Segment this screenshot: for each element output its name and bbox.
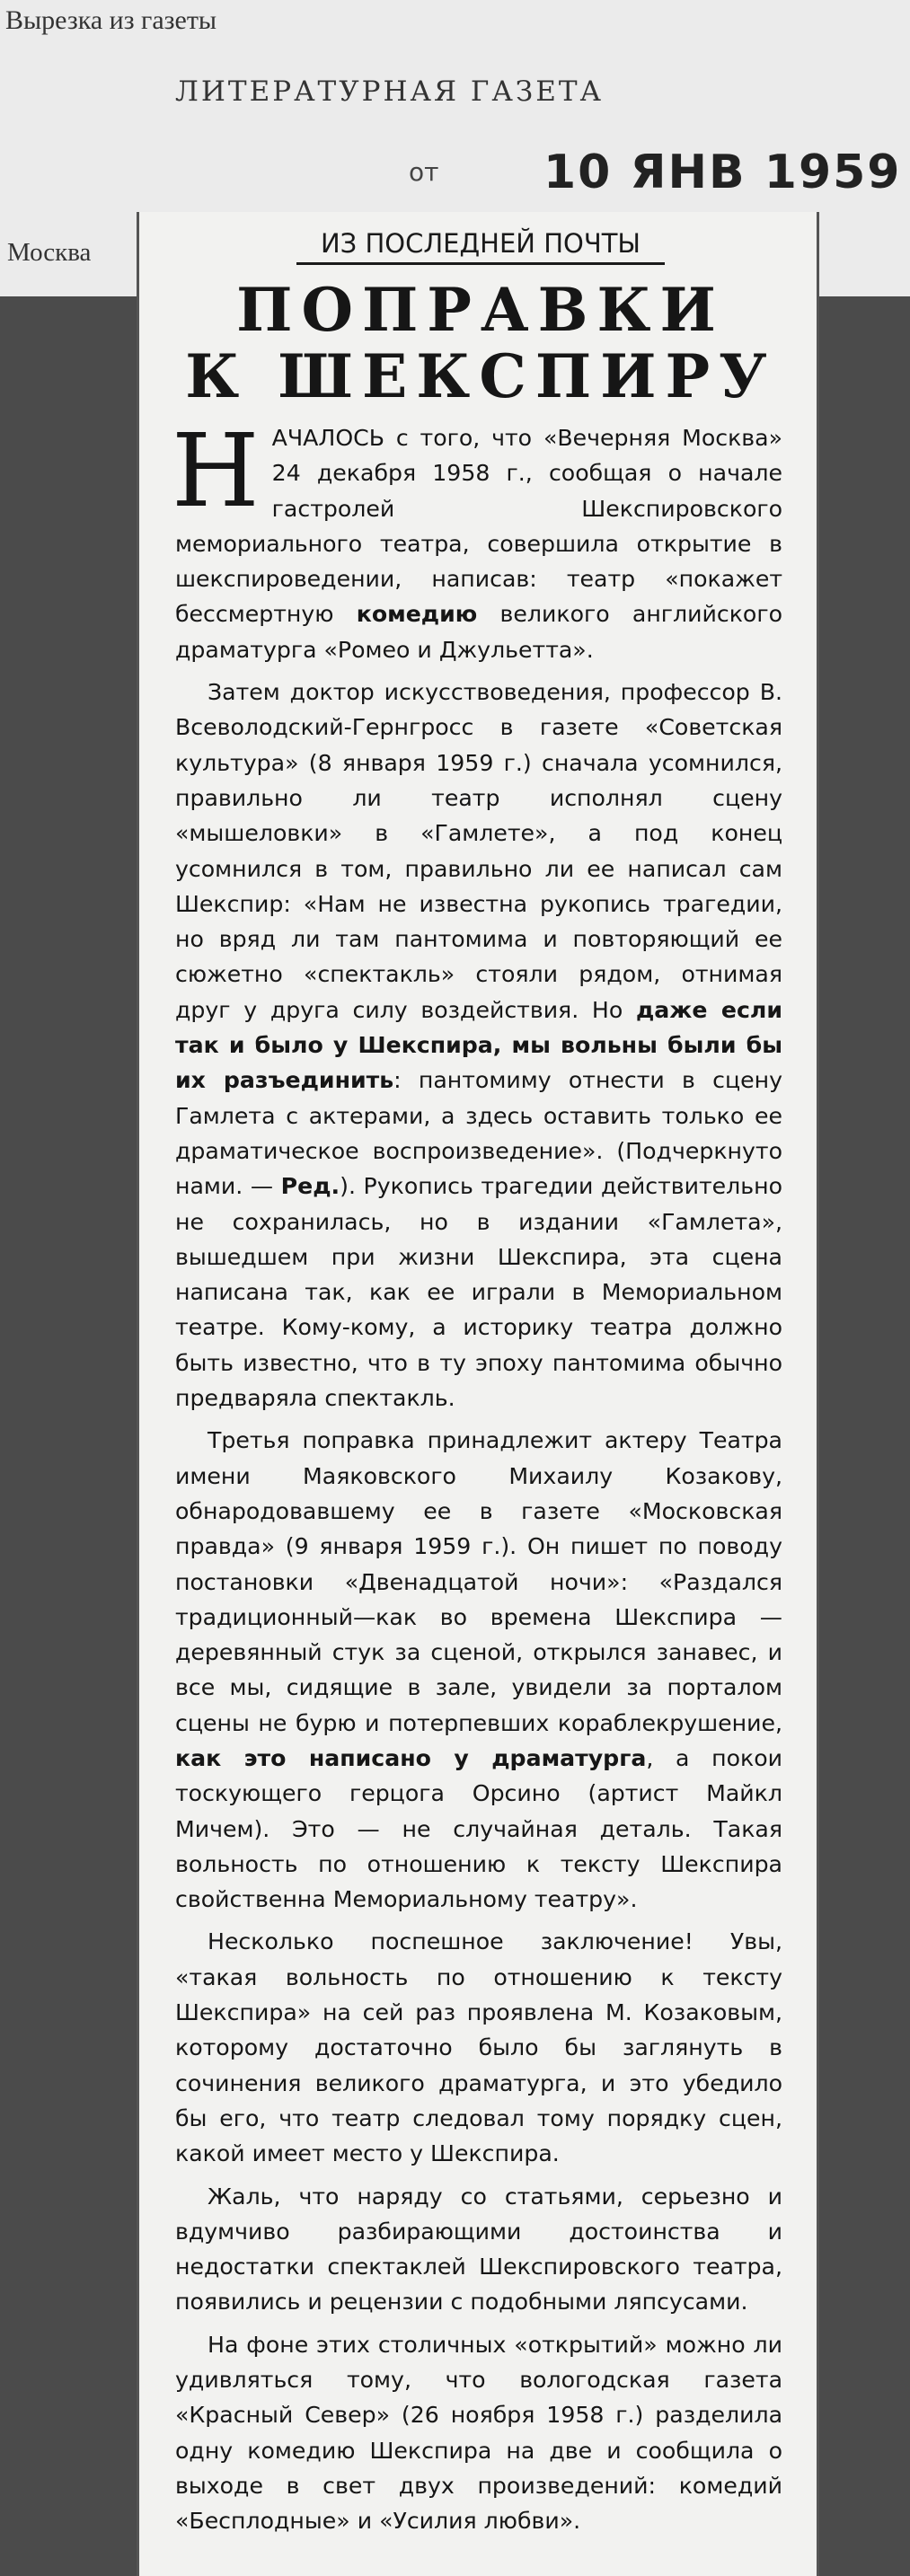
paragraph-4: Несколько поспешное заключение! Увы, «такая вольность по отношению к тексту Шекспира» на сей раз проявлена М. Козаковым, которому достаточно было бы заглянуть в сочинения великого драматурга, и это убедило бы его, что театр следовал тому порядку сцен, какой имеет место у Шекспира. — [175, 1928, 782, 2167]
date-stamp: 10 ЯНВ 1959 — [543, 146, 902, 199]
paragraph-6: На фоне этих столичных «открытий» можно ли удивляться тому, что вологодская газета «Красный Север» (26 ноября 1958 г.) разделила одну комедию Шекспира на две и сообщила о выходе в свет двух произведений: комедий «Бесплодные» и «Усилия любви». — [175, 2331, 782, 2535]
paragraph-3: Третья поправка принадлежит актеру Театра имени Маяковского Михаилу Козакову, обнародовавшему ее в газете «Московская правда» (9 января 1959 г.). Он пишет по поводу постановки «Двенадцатой ночи»: «Раздался традиционный—как во времена Шекспира — деревянный стук за сценой, открылся занавес, и все мы, сидящие в зале, увидели за порталом сцены не бурю и потерпевших кораблекрушение, как это написано у драматурга, а покои тоскующего герцога Орсино (артист Майкл Мичем). Это — не случайная деталь. Такая вольность по отношению к тексту Шекспира свойственна Мемориальному театру». — [175, 1427, 782, 1913]
emphasis: Ред. — [280, 1173, 340, 1200]
emphasis: комедию — [356, 601, 478, 628]
article-title — [166, 277, 795, 410]
date-prefix: от — [409, 157, 439, 187]
city-label: Москва — [7, 238, 92, 267]
article-rubric: ИЗ ПОСЛЕДНЕЙ ПОЧТЫ — [296, 228, 665, 265]
paragraph-1: НАЧАЛОСЬ с того, что «Вечерняя Москва» 24 декабря 1958 г., сообщая о начале гастролей Шекспировского мемориального театра, совершила открытие в шекспироведении, написав: театр «покажет бессмертную комедию великого английского драматурга «Ромео и Джульетта». — [172, 413, 782, 663]
newspaper-name: ЛИТЕРАТУРНАЯ ГАЗЕТА — [175, 75, 604, 108]
drop-cap: Н — [172, 413, 260, 530]
emphasis: как это написано у драматурга — [175, 1744, 647, 1771]
title-line-2: К ШЕКСПИРУ — [185, 341, 776, 411]
paragraph-5: Жаль, что наряду со статьями, серьезно и вдумчиво разбирающими достоинства и недостатки спектаклей Шекспировского театра, появились и рецензии с подобными ляпсусами. — [175, 2183, 782, 2316]
newspaper-clipping — [137, 212, 819, 2576]
paragraph-2: Затем доктор искусствоведения, профессор В. Всеволодский-Гернгросс в газете «Советская культура» (8 января 1959 г.) сначала усомнился, правильно ли театр исполнял сцену «мышеловки» в «Гамлете», а под конец усомнился в том, правильно ли ее написал сам Шекспир: «Нам не известна рукопись трагедии, но вряд ли там пантомима и повторяющий ее сюжетно «спектакль» стояли рядом, отнимая друг у друга силу воздействия. Но даже если так и было у Шекспира, мы вольны были бы их разъединить: пантомиму отнести в сцену Гамлета с актерами, а здесь оставить только ее драматическое воспроизведение». (Подчеркнуто нами. — Ред.). Рукопись трагедии действительно не сохранилась, но в издании «Гамлета», вышедшем при жизни Шекспира, эта сцена написана так, как ее играли в Мемориальном театре. Кому-кому, а историку театра должно быть известно, что в ту эпоху пантомима обычно предваряла спектакль. — [175, 679, 783, 1412]
title-line-1: ПОПРАВКИ — [236, 275, 725, 345]
emphasis: даже если так и было у Шекспира, мы вольны были бы их разъединить — [175, 996, 782, 1094]
article-body — [172, 413, 783, 2546]
clipping-label: Вырезка из газеты — [5, 5, 217, 35]
